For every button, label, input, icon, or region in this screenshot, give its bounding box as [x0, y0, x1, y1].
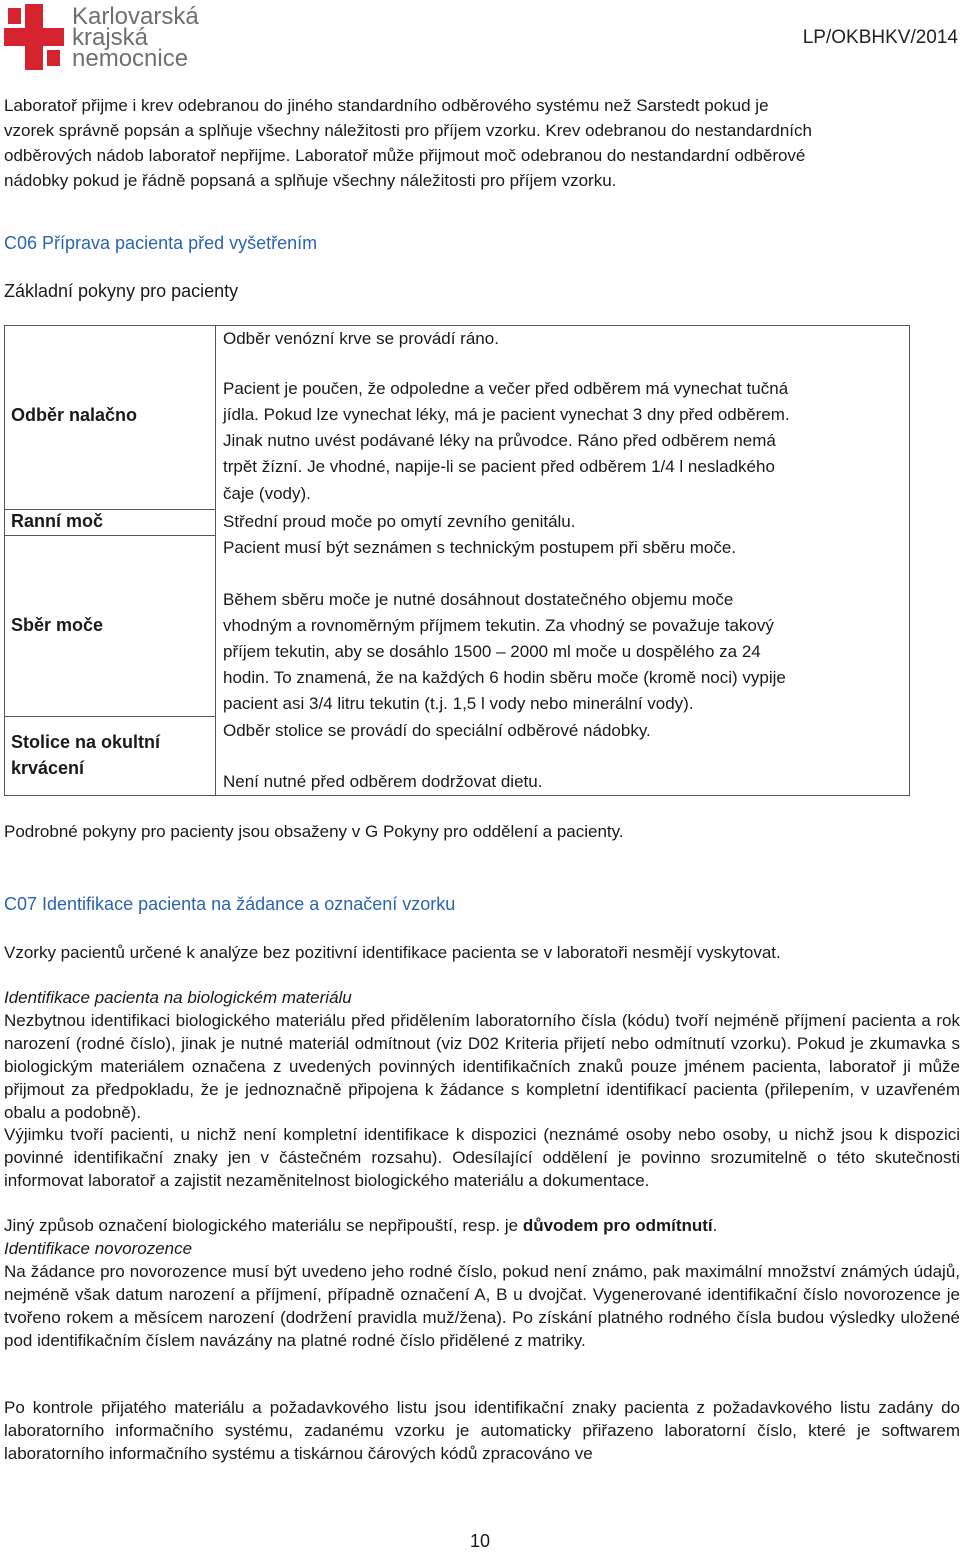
label-stolice-line: Stolice na okultní	[11, 732, 161, 752]
patient-instructions-table	[4, 325, 910, 796]
label-odber-nalacno: Odběr nalačno	[11, 405, 138, 425]
intro-line: Laboratoř přijme i krev odebranou do jiného standardního odběrového systému než Sarstedt pokud je	[4, 96, 769, 115]
table-line: Odběr stolice se provádí do speciální odběrové nádobky.	[223, 721, 651, 740]
c06-heading: C06 Příprava pacienta před vyšetřením	[4, 233, 318, 253]
table-line: Pacient je poučen, že odpoledne a večer před odběrem má vynechat tučná	[223, 379, 789, 398]
logo-line-2: krajská	[72, 24, 149, 51]
intro-line: vzorek správně popsán a splňuje všechny náležitosti pro příjem vzorku. Krev odebranou do nestandardních	[4, 121, 812, 140]
hospital-cross-icon	[4, 4, 64, 70]
logo-line-1: Karlovarská	[72, 3, 199, 30]
intro-paragraph	[4, 94, 960, 192]
table-line: čaje (vody).	[223, 484, 311, 503]
label-stolice-line: krvácení	[11, 758, 85, 778]
table-line: Jinak nutno uvést podávané léky na průvodce. Ráno před odběrem nemá	[223, 431, 776, 450]
c07-paragraph-1: Nezbytnou identifikaci biologického materiálu před přidělením laboratorního čísla (kódu) tvoří nejméně příjmení pacienta a rok narození (rodné číslo), jinak je nutné materiál odmítnout (viz D02 Kriteria přijetí nebo odmítnutí vzorku). Pokud je zkumavka s biologickým materiálem označena z uvedených povinných identifikačních znaků pouze jménem pacienta, laboratoř ji může přijmout za předpokladu, že je jednoznačně připojena k žádance s kompletní identifikací pacienta (přilepením, v uzavřeném obalu a podobně).	[4, 1011, 960, 1122]
table-line: vhodným a rovnoměrným příjmem tekutin. Za vhodný se považuje takový	[223, 616, 774, 635]
c07-paragraph-4: Na žádance pro novorozence musí být uvedeno jeho rodné číslo, pokud není známo, pak maximální množství známých údajů, nejméně však datum narození a příjmení, případně označení A, B u dvojčat. Vygenerované identifikační číslo novorozence je tvořeno rokem a měsícem narození (dodržení pravidla muž/žena). Po získání platného rodného čísla budou výsledky uložené pod identifikačním číslem navázány na platné rodné číslo přidělené z matriky.	[4, 1262, 960, 1350]
document-code: LP/OKBHKV/2014	[802, 27, 958, 48]
intro-line: nádobky pokud je řádně popsaná a splňuje všechny náležitosti pro příjem vzorku.	[4, 171, 617, 190]
table-line: Odběr venózní krve se provádí ráno.	[223, 329, 499, 348]
c07-paragraph-3-text: Jiný způsob označení biologického materiálu se nepřipouští, resp. je	[4, 1216, 523, 1235]
c07-paragraph-3	[4, 1214, 960, 1237]
c07-heading: C07 Identifikace pacienta na žádance a označení vzorku	[4, 894, 456, 914]
table-line: příjem tekutin, aby se dosáhlo 1500 – 2000 ml moče u dospělého za 24	[223, 642, 761, 661]
c07-paragraph-3-end: .	[712, 1216, 718, 1235]
hospital-logo	[4, 4, 214, 70]
table-line: trpět žízní. Je vhodné, napije-li se pacient před odběrem 1/4 l nesladkého	[223, 457, 775, 476]
table-line: pacient asi 3/4 litru tekutin (t.j. 1,5 l vody nebo minerální vody).	[223, 694, 694, 713]
intro-line: odběrových nádob laboratoř nepřijme. Laboratoř může přijmout moč odebranou do nestandardní odběrové	[4, 146, 806, 165]
table-line: hodin. To znamená, že na každých 6 hodin sběru moče (kromě noci) vypije	[223, 668, 786, 687]
c07-subheading-newborn: Identifikace novorozence	[4, 1239, 193, 1258]
label-sber-moce: Sběr moče	[11, 615, 104, 635]
table-line: Střední proud moče po omytí zevního genitálu.	[223, 512, 576, 531]
c07-paragraph-2: Výjimku tvoří pacienti, u nichž není kompletní identifikace k dispozici (neznámé osoby nebo osoby, u nichž jsou k dispozici povinné identifikační znaky jen v částečném rozsahu). Odesílající oddělení je povinno srozumitelně o této skutečnosti informovat laboratoř a zajistit nezaměnitelnost biologického materiálu a dokumentace.	[4, 1125, 960, 1190]
c07-paragraph-3-bold: důvodem pro odmítnutí	[522, 1216, 713, 1235]
c07-paragraph-5: Po kontrole přijatého materiálu a požadavkového listu jsou identifikační znaky pacienta z požadavkového listu zadány do laboratorního informačního systému, zadanému vzorku je automaticky přiřazeno laboratorní číslo, které je softwarem laboratorního informačního systému a tiskárnou čárových kódů zpracováno ve	[4, 1398, 960, 1463]
c06-subheading: Základní pokyny pro pacienty	[4, 281, 239, 301]
table-line: Během sběru moče je nutné dosáhnout dostatečného objemu moče	[223, 590, 734, 609]
c07-lead: Vzorky pacientů určené k analýze bez pozitivní identifikace pacienta se v laboratoři nesmějí vyskytovat.	[4, 943, 781, 962]
table-line: Není nutné před odběrem dodržovat dietu.	[223, 772, 543, 791]
logo-line-3: nemocnice	[72, 45, 189, 72]
c06-footer-note: Podrobné pokyny pro pacienty jsou obsaženy v G Pokyny pro oddělení a pacienty.	[4, 822, 624, 841]
page-number: 10	[469, 1531, 491, 1551]
label-ranni-moc: Ranní moč	[11, 511, 104, 531]
label-stolice	[11, 731, 160, 780]
c07-subheading-material: Identifikace pacienta na biologickém materiálu	[4, 988, 352, 1007]
logo-text	[72, 3, 199, 72]
table-line: jídla. Pokud lze vynechat léky, má je pacient vynechat 3 dny před odběrem.	[223, 405, 790, 424]
table-line: Pacient musí být seznámen s technickým postupem při sběru moče.	[223, 538, 737, 557]
